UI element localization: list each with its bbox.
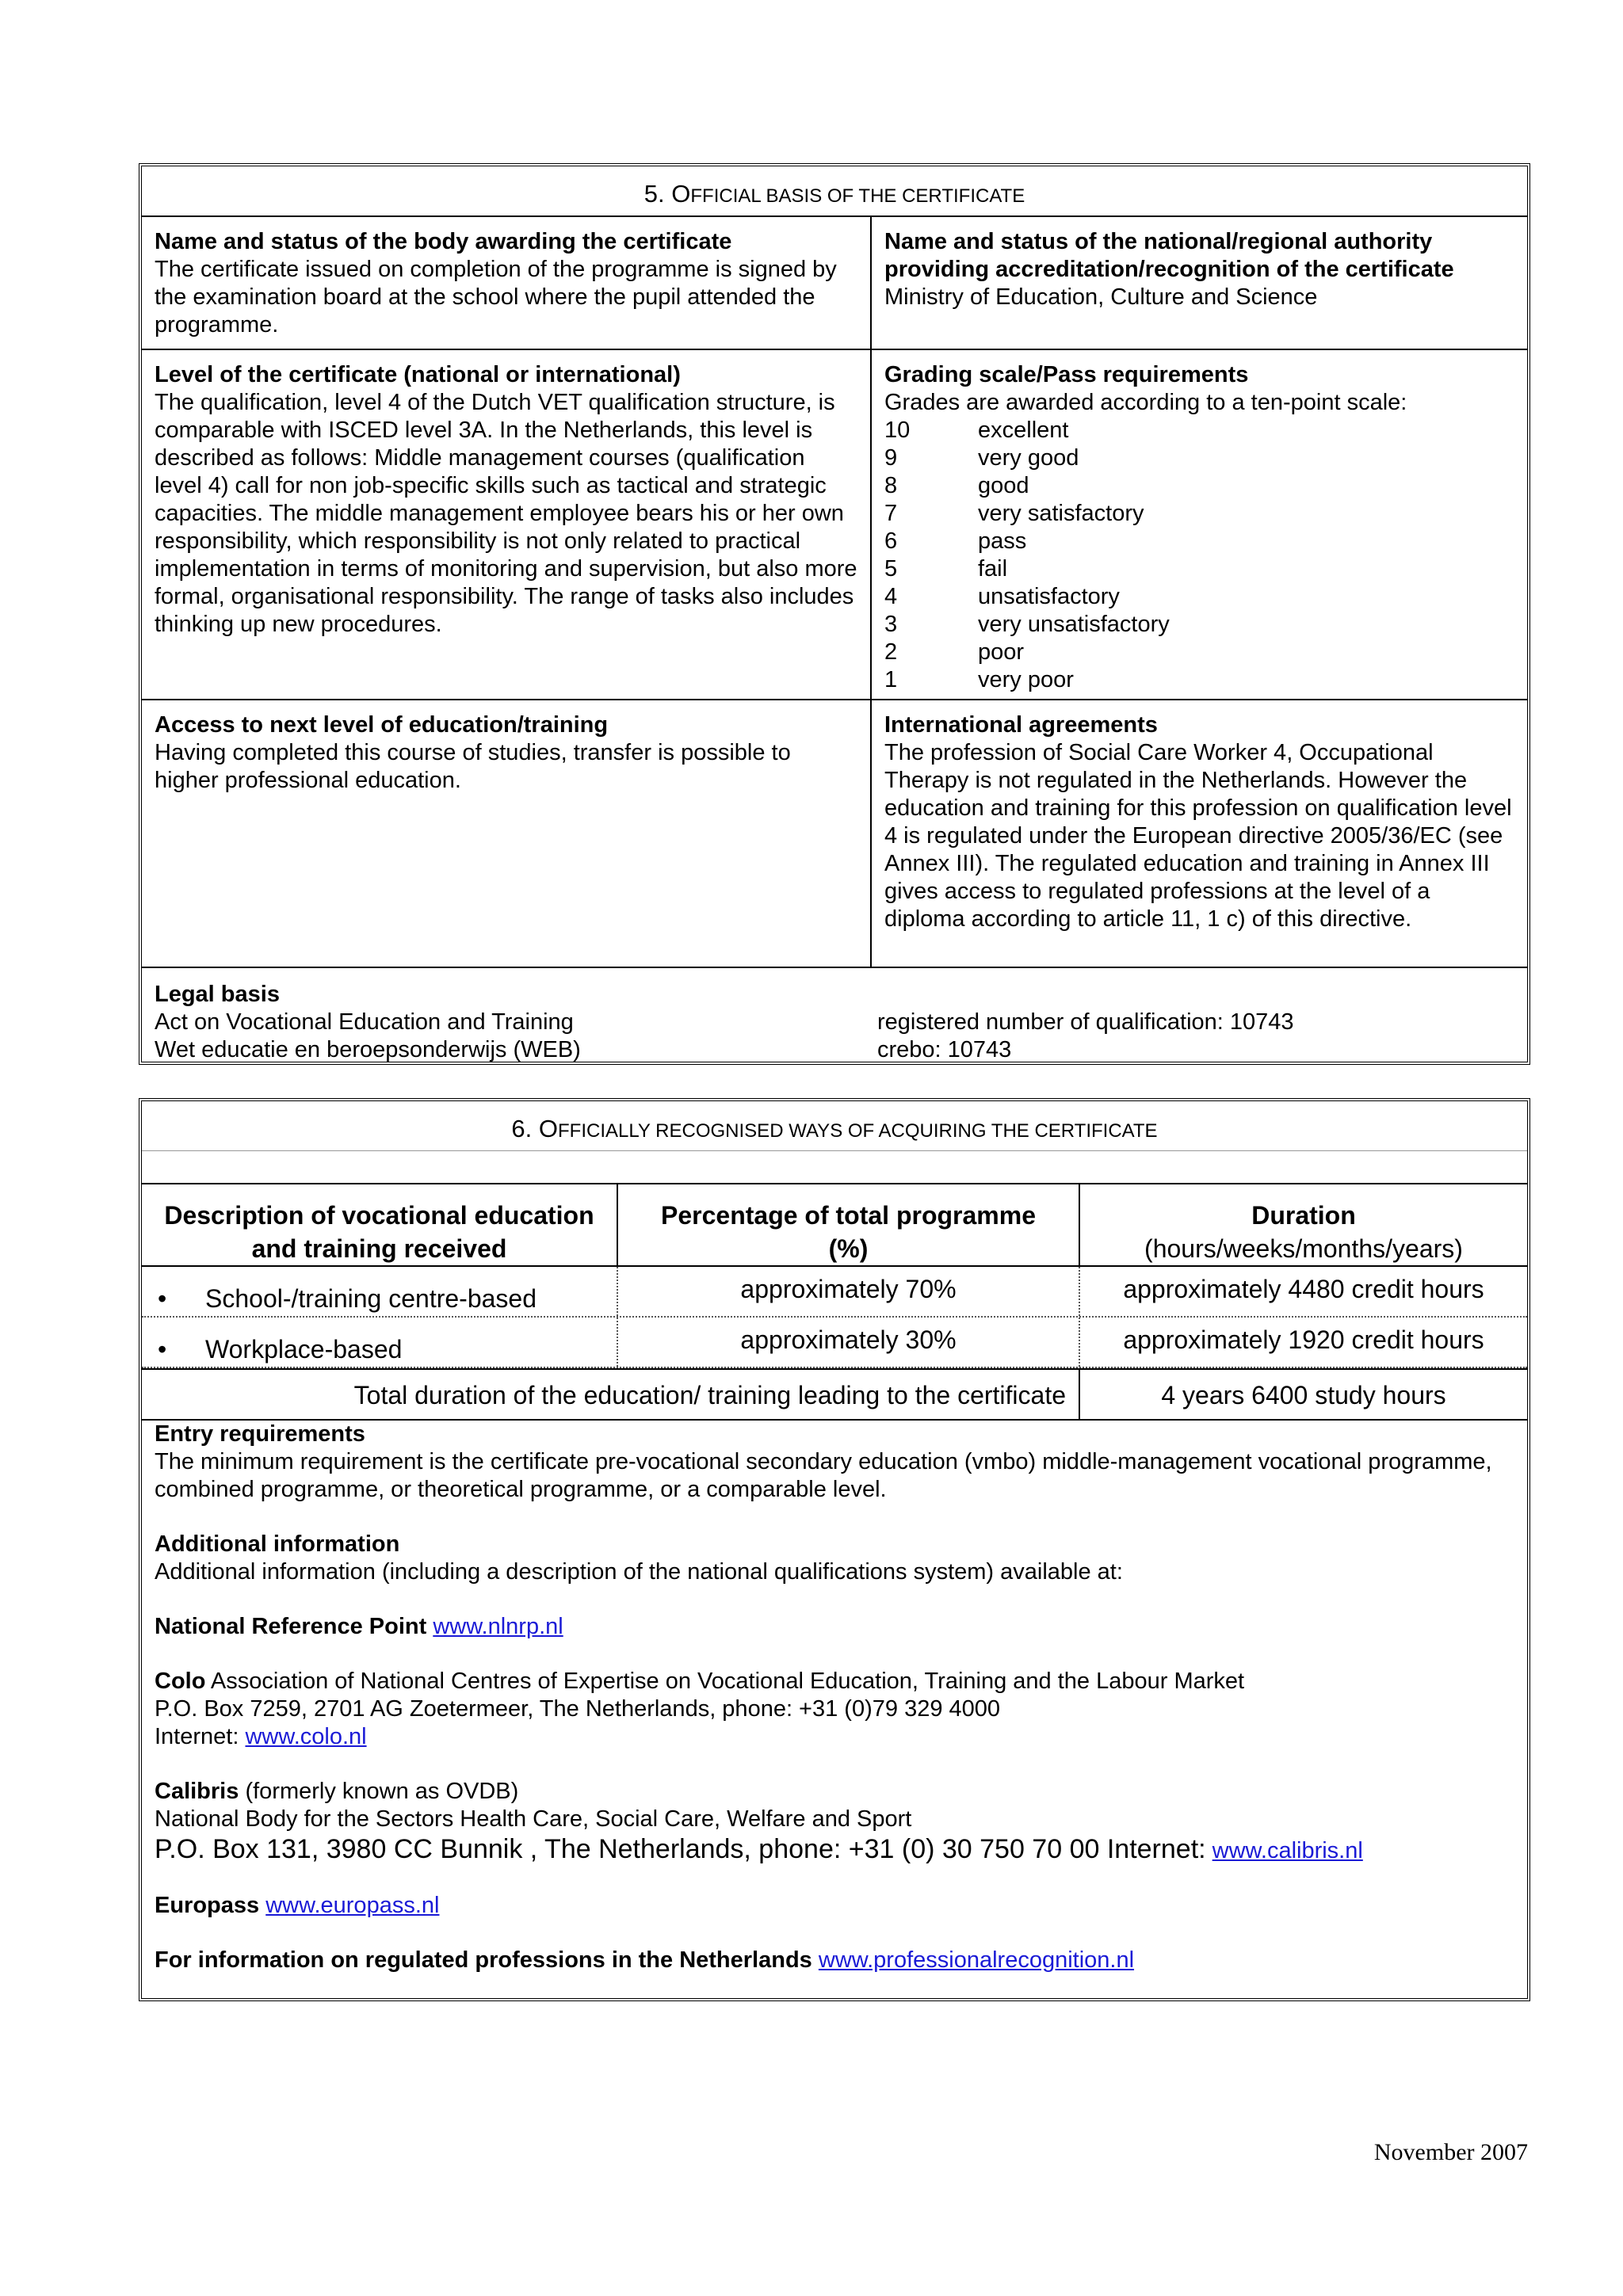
col-percentage-unit: (%) — [828, 1234, 869, 1263]
colo-label: Colo — [155, 1669, 206, 1694]
footer-date: November 2007 — [1373, 2139, 1528, 2165]
section-6-spacer — [142, 1151, 1527, 1184]
col-duration-title: Duration — [1251, 1201, 1356, 1230]
ways-table-row — [142, 1318, 1527, 1368]
grade-label: very poor — [978, 667, 1074, 692]
ways-duration: approximately 4480 credit hours — [1123, 1275, 1484, 1303]
ways-description: School-/training centre-based — [205, 1284, 537, 1313]
grade-row — [884, 555, 1514, 583]
ways-table-body — [142, 1267, 1527, 1368]
grade-number: 1 — [884, 667, 898, 692]
section-6-title-text: FFICIALLY RECOGNISED WAYS OF ACQUIRING THE CERTIFICATE — [558, 1120, 1158, 1142]
legal-act: Act on Vocational Education and Training — [155, 1009, 574, 1035]
legal-crebo: crebo: 10743 — [877, 1037, 1012, 1062]
grade-label: good — [978, 473, 1029, 498]
additional-information — [155, 1531, 1514, 1586]
section-5-title-text: FFICIAL BASIS OF THE CERTIFICATE — [690, 185, 1025, 207]
ways-description: Workplace-based — [205, 1335, 403, 1363]
legal-heading: Legal basis — [155, 982, 280, 1007]
awarding-body-text: The certificate issued on completion of the programme is signed by the examination board at the school where the pupil attended the programme. — [155, 257, 837, 338]
grade-number: 3 — [884, 612, 898, 637]
total-value: 4 years 6400 study hours — [1161, 1381, 1446, 1409]
access-cell — [142, 700, 872, 967]
entry-requirements — [155, 1421, 1514, 1504]
grading-list — [884, 417, 1514, 694]
europass-link[interactable]: www.europass.nl — [265, 1893, 440, 1918]
entry-heading: Entry requirements — [155, 1421, 365, 1447]
col-duration-header — [1080, 1184, 1527, 1265]
calibris-address: P.O. Box 131, 3980 CC Bunnik , The Netherlands, phone: +31 (0) 30 750 70 00 Internet: — [155, 1834, 1206, 1864]
grading-cell — [872, 350, 1527, 699]
grade-label: very unsatisfactory — [978, 612, 1170, 637]
grade-row — [884, 472, 1514, 500]
international-cell — [872, 700, 1527, 967]
section-5-title — [142, 166, 1527, 217]
calibris-text: National Body for the Sectors Health Care, Social Care, Welfare and Sport — [155, 1806, 912, 1832]
level-row — [142, 350, 1527, 700]
awarding-body-heading: Name and status of the body awarding the certificate — [155, 229, 732, 254]
calibris-block — [155, 1778, 1514, 1865]
grade-row — [884, 583, 1514, 611]
legal-basis — [142, 968, 1527, 1064]
section-6-title — [142, 1101, 1527, 1151]
ways-description-cell — [142, 1267, 618, 1316]
grade-label: poor — [978, 639, 1025, 665]
nrp-line — [155, 1613, 1514, 1641]
grade-row — [884, 500, 1514, 528]
additional-text: Additional information (including a description of the national qualifications system) available at: — [155, 1559, 1123, 1585]
col-duration-unit: (hours/weeks/months/years) — [1144, 1234, 1463, 1263]
colo-block — [155, 1668, 1514, 1751]
grade-row — [884, 528, 1514, 555]
grade-label: very satisfactory — [978, 501, 1144, 526]
access-row — [142, 700, 1527, 968]
col-percentage-title: Percentage of total programme — [661, 1201, 1036, 1230]
nrp-link[interactable]: www.nlnrp.nl — [433, 1614, 563, 1639]
regulated-line — [155, 1947, 1514, 1974]
europass-label: Europass — [155, 1893, 260, 1918]
ways-duration: approximately 1920 credit hours — [1123, 1325, 1484, 1354]
regulated-label: For information on regulated professions in the Netherlands — [155, 1947, 812, 1973]
grade-number: 8 — [884, 473, 898, 498]
colo-link[interactable]: www.colo.nl — [245, 1724, 367, 1749]
nrp-label: National Reference Point — [155, 1614, 427, 1639]
calibris-formerly: (formerly known as OVDB) — [245, 1779, 519, 1804]
access-text: Having completed this course of studies, transfer is possible to higher professional education. — [155, 740, 791, 793]
col-percentage-header — [618, 1184, 1080, 1265]
authority-cell — [872, 217, 1527, 349]
entry-text: The minimum requirement is the certificate pre-vocational secondary education (vmbo) middle-management vocational programme, combined programme, or theoretical programme, or a comparable level. — [155, 1449, 1492, 1502]
bullet: • — [158, 1284, 167, 1313]
section-5-number: 5. O — [643, 180, 691, 208]
grade-number: 2 — [884, 639, 898, 665]
ways-table-header — [142, 1184, 1527, 1267]
total-row — [142, 1368, 1527, 1421]
grade-row — [884, 417, 1514, 444]
grade-number: 9 — [884, 445, 898, 471]
additional-heading: Additional information — [155, 1531, 400, 1557]
ways-description-cell — [142, 1318, 618, 1367]
grade-row — [884, 444, 1514, 472]
level-text: The qualification, level 4 of the Dutch VET qualification structure, is comparable with ISCED level 3A. In the Netherlands, this level is described as follows: Middle management courses (qualification level 4) call for non job-specific skills such as tactical and strategic capacities. The middle management employee bears his or her own responsibility, which responsibility is not only related to practical implementation in terms of monitoring and supervision, but also more formal, organisational responsibility. The range of tasks also includes thinking up new procedures. — [155, 390, 857, 637]
authority-heading: Name and status of the national/regional authority providing accreditation/recognition of the certificate — [884, 229, 1454, 282]
ways-table-row — [142, 1267, 1527, 1318]
grade-number: 10 — [884, 418, 911, 443]
access-heading: Access to next level of education/training — [155, 712, 609, 738]
total-label: Total duration of the education/ training leading to the certificate — [142, 1370, 1080, 1419]
awarding-body-cell — [142, 217, 872, 349]
section-5-box — [139, 163, 1530, 1065]
grade-row — [884, 639, 1514, 666]
legal-line-2 — [155, 1036, 1514, 1064]
colo-address: P.O. Box 7259, 2701 AG Zoetermeer, The Netherlands, phone: +31 (0)79 329 4000 — [155, 1696, 1001, 1722]
legal-wet: Wet educatie en beroepsonderwijs (WEB) — [155, 1037, 581, 1062]
section-6-box — [139, 1098, 1530, 2001]
authority-text: Ministry of Education, Culture and Science — [884, 284, 1318, 310]
grade-row — [884, 666, 1514, 694]
europass-line — [155, 1892, 1514, 1920]
legal-line-1 — [155, 1009, 1514, 1036]
awarding-row — [142, 217, 1527, 350]
grade-number: 4 — [884, 584, 898, 609]
grade-label: very good — [978, 445, 1079, 471]
additional-info — [142, 1421, 1527, 1974]
grading-heading: Grading scale/Pass requirements — [884, 362, 1249, 387]
bullet: • — [158, 1335, 167, 1363]
level-heading: Level of the certificate (national or international) — [155, 362, 681, 387]
grade-number: 5 — [884, 556, 898, 582]
regulated-link[interactable]: www.professionalrecognition.nl — [818, 1947, 1135, 1973]
colo-internet-label: Internet: — [155, 1724, 239, 1749]
grade-number: 7 — [884, 501, 898, 526]
grading-intro: Grades are awarded according to a ten-point scale: — [884, 390, 1407, 415]
international-text: The profession of Social Care Worker 4, Occupational Therapy is not regulated in the Netherlands. However the education and training for this profession on qualification level 4 is regulated under the European directive 2005/36/EC (see Annex III). The regulated education and training in Annex III gives access to regulated professions at the level of a diploma according to article 11, 1 c) of this directive. — [884, 740, 1512, 932]
grade-number: 6 — [884, 528, 898, 554]
legal-registered-number: registered number of qualification: 10743 — [877, 1009, 1294, 1035]
international-heading: International agreements — [884, 712, 1158, 738]
grade-label: fail — [978, 556, 1008, 582]
calibris-label: Calibris — [155, 1779, 239, 1804]
calibris-link[interactable]: www.calibris.nl — [1212, 1838, 1363, 1863]
ways-percentage: approximately 70% — [618, 1267, 1080, 1316]
grade-label: excellent — [978, 418, 1069, 443]
level-cell — [142, 350, 872, 699]
grade-label: pass — [978, 528, 1027, 554]
section-6-number: 6. O — [511, 1115, 559, 1142]
ways-percentage: approximately 30% — [618, 1318, 1080, 1367]
col-description-header: Description of vocational education and training received — [142, 1184, 618, 1265]
grade-label: unsatisfactory — [978, 584, 1120, 609]
grade-row — [884, 611, 1514, 639]
colo-text: Association of National Centres of Expertise on Vocational Education, Training and the Labour Market — [210, 1669, 1245, 1694]
